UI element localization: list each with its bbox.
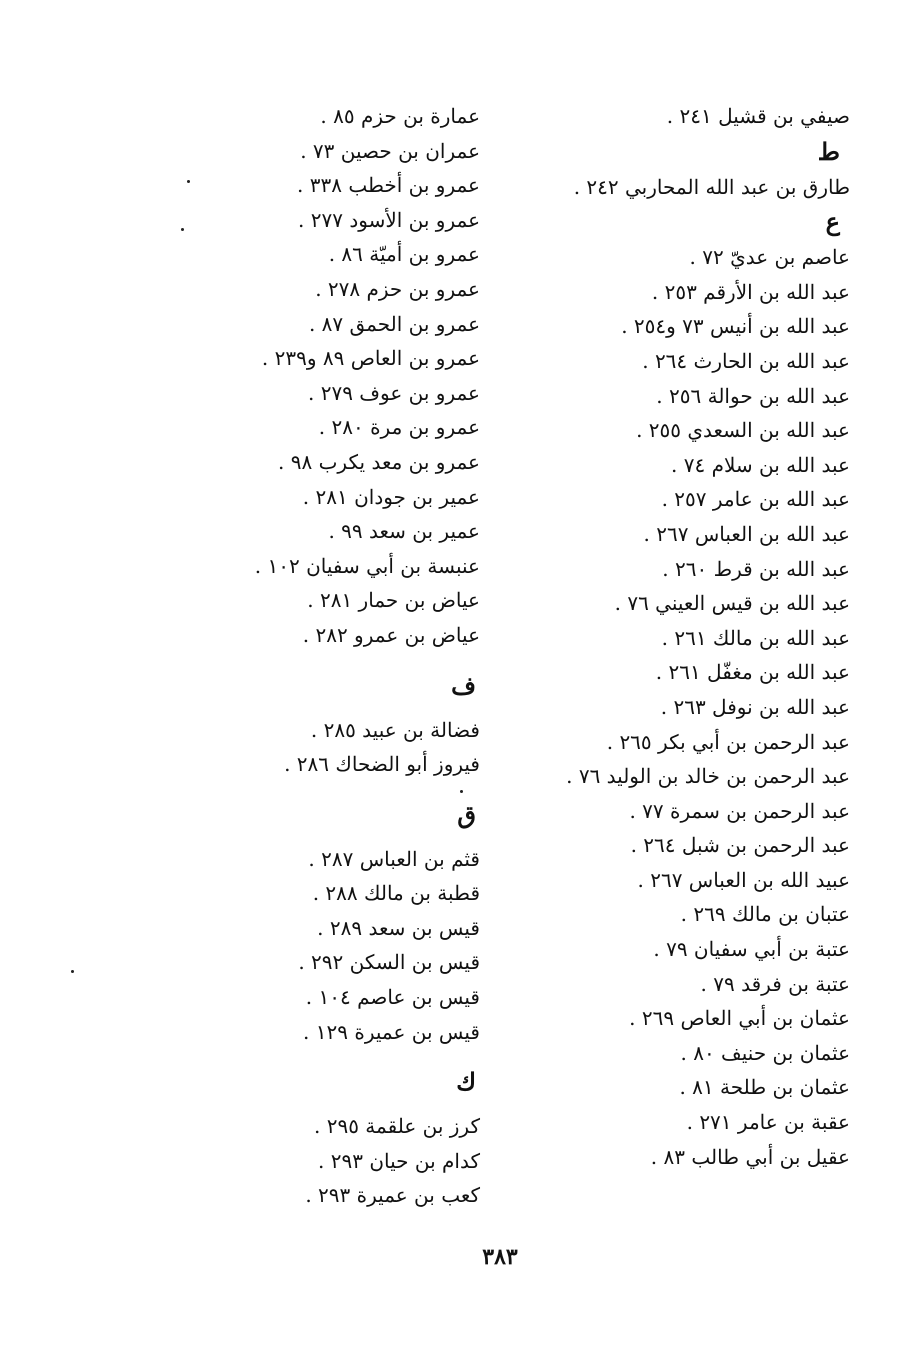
index-entry: عبد الرحمن بن خالد بن الوليد ٧٦ .: [566, 764, 850, 789]
scan-speck: [187, 180, 190, 183]
index-entry: عثمان بن طلحة ٨١ .: [679, 1075, 850, 1100]
section-letter: ط: [817, 136, 840, 166]
index-entry: عتبة بن أبي سفيان ٧٩ .: [653, 937, 850, 962]
index-entry: فيروز أبو الضحاك ٢٨٦ .: [284, 752, 480, 777]
index-entry: عبد الله بن سلام ٧٤ .: [671, 452, 850, 477]
index-entry: عمير بن سعد ٩٩ .: [328, 519, 480, 544]
index-entry: عبد الرحمن بن سمرة ٧٧ .: [629, 798, 850, 823]
index-entry: عثمان بن أبي العاص ٢٦٩ .: [629, 1006, 850, 1031]
index-entry: قيس بن السكن ٢٩٢ .: [298, 950, 480, 975]
index-entry: عياض بن عمرو ٢٨٢ .: [302, 622, 480, 647]
index-entry: قيس بن عاصم ١٠٤ .: [305, 985, 480, 1010]
index-entry: قيس بن عميرة ١٢٩ .: [303, 1019, 480, 1044]
index-entry: عمرو بن أخطب ٣٣٨ .: [297, 173, 480, 198]
index-entry: عبد الرحمن بن شبل ٢٦٤ .: [630, 833, 850, 858]
index-entry: عمرو بن حزم ٢٧٨ .: [315, 276, 480, 301]
index-column-left: [220, 99, 480, 1213]
index-entry: عمرو بن معد يكرب ٩٨ .: [278, 449, 480, 474]
scan-speck: [71, 970, 74, 973]
index-entry: فضالة بن عبيد ٢٨٥ .: [310, 717, 480, 742]
index-entry: عثمان بن حنيف ٨٠ .: [680, 1040, 850, 1065]
index-entry: طارق بن عبد الله المحاربي ٢٤٢ .: [573, 174, 850, 199]
index-entry: عاصم بن عديّ ٧٢ .: [689, 245, 850, 270]
section-letter: ع: [825, 207, 840, 237]
index-entry: عبد الله بن الحارث ٢٦٤ .: [642, 348, 850, 373]
index-entry: عقبة بن عامر ٢٧١ .: [686, 1110, 850, 1135]
index-entry: عتبة بن فرقد ٧٩ .: [700, 971, 850, 996]
index-entry: عمرو بن الحمق ٨٧ .: [308, 311, 480, 336]
index-entry: عمران بن حصين ٧٣ .: [300, 138, 480, 163]
index-entry: عبد الله بن قيس العيني ٧٦ .: [614, 591, 850, 616]
scan-speck: [181, 228, 184, 231]
index-entry: عبد الله بن حوالة ٢٥٦ .: [656, 383, 850, 408]
index-entry: قيس بن سعد ٢٨٩ .: [317, 915, 480, 940]
index-entry: عبد الله بن العباس ٢٦٧ .: [643, 521, 850, 546]
index-entry: قطبة بن مالك ٢٨٨ .: [312, 881, 480, 906]
page-number: ٣٨٣: [482, 1244, 518, 1270]
section-letter: ك: [456, 1067, 476, 1097]
index-entry: عمرو بن العاص ٨٩ و٢٣٩ .: [261, 346, 480, 371]
index-entry: عبد الله بن الأرقم ٢٥٣ .: [651, 279, 850, 304]
index-entry: عمرو بن مرة ٢٨٠ .: [318, 415, 480, 440]
index-entry: عبد الله بن نوفل ٢٦٣ .: [660, 694, 850, 719]
index-entry: عمرو بن أميّة ٨٦ .: [328, 242, 480, 267]
index-column-right: [550, 99, 850, 1174]
index-entry: عمارة بن حزم ٨٥ .: [320, 104, 480, 128]
section-letter: ف: [451, 670, 476, 700]
index-entry: عبد الله بن قرط ٢٦٠ .: [662, 556, 850, 581]
index-entry: عبد الله بن السعدي ٢٥٥ .: [636, 418, 850, 443]
index-entry: كدام بن حيان ٢٩٣ .: [318, 1148, 480, 1173]
scan-speck: [460, 790, 463, 793]
index-entry: عبيد الله بن العباس ٢٦٧ .: [637, 867, 850, 892]
index-entry: عبد الله بن عامر ٢٥٧ .: [661, 487, 850, 512]
index-entry: عياض بن حمار ٢٨١ .: [307, 588, 480, 613]
index-entry: عبد الله بن مغفّل ٢٦١ .: [655, 660, 850, 685]
index-entry: عتبان بن مالك ٢٦٩ .: [680, 902, 850, 927]
index-entry: عمير بن جودان ٢٨١ .: [302, 484, 480, 509]
index-entry: كرز بن علقمة ٢٩٥ .: [314, 1114, 480, 1139]
index-entry: قثم بن العباس ٢٨٧ .: [308, 846, 480, 871]
index-entry: عبد الرحمن بن أبي بكر ٢٦٥ .: [606, 729, 850, 754]
index-entry: صيفي بن قشيل ٢٤١ .: [666, 104, 850, 128]
index-entry: عمرو بن الأسود ٢٧٧ .: [298, 207, 480, 232]
index-entry: عنبسة بن أبي سفيان ١٠٢ .: [254, 553, 480, 578]
index-entry: عقيل بن أبي طالب ٨٣ .: [650, 1144, 850, 1169]
section-letter: ق: [457, 799, 476, 829]
index-entry: عبد الله بن مالك ٢٦١ .: [661, 625, 850, 650]
index-entry: عبد الله بن أنيس ٧٣ و٢٥٤ .: [621, 314, 850, 339]
index-entry: عمرو بن عوف ٢٧٩ .: [307, 380, 480, 405]
index-entry: كعب بن عميرة ٢٩٣ .: [305, 1183, 480, 1208]
